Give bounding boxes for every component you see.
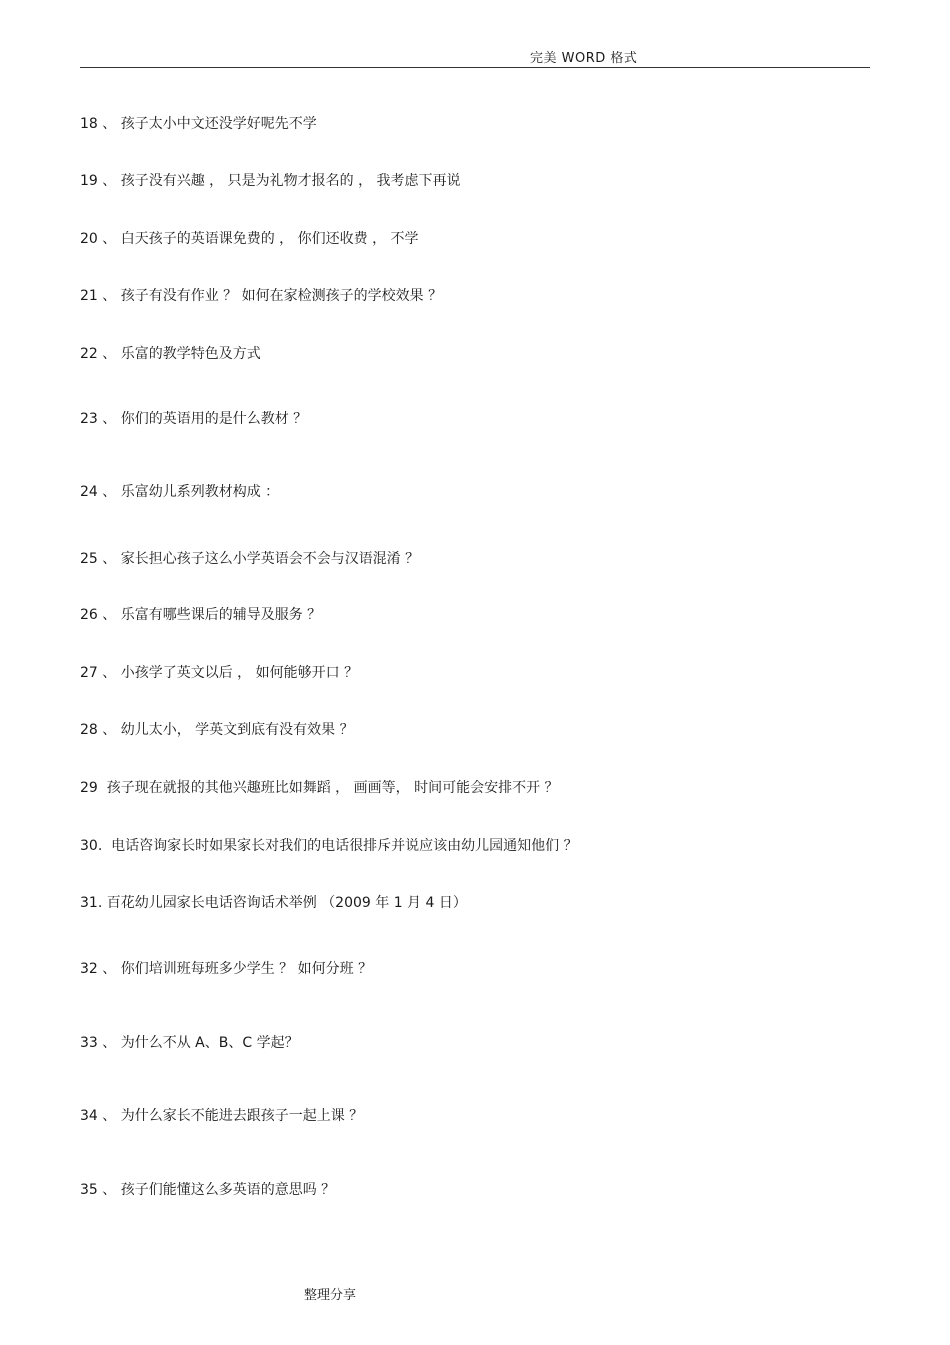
- question-item-30: 30. 电话咨询家长时如果家长对我们的电话很排斥并说应该由幼儿园通知他们 ？: [80, 838, 578, 854]
- question-item-22: 22 、 乐富的教学特色及方式: [80, 346, 261, 362]
- question-item-32: 32 、 你们培训班每班多少学生 ？ 如何分班 ？: [80, 961, 373, 977]
- question-item-35: 35 、 孩子们能懂这么多英语的意思吗 ？: [80, 1182, 336, 1198]
- question-item-34: 34 、 为什么家长不能进去跟孩子一起上课 ？: [80, 1108, 364, 1124]
- question-item-25: 25 、 家长担心孩子这么小学英语会不会与汉语混淆 ？: [80, 551, 420, 567]
- question-item-27: 27 、 小孩学了英文以后 ， 如何能够开口 ？: [80, 665, 359, 681]
- question-item-19: 19 、 孩子没有兴趣 ， 只是为礼物才报名的 ， 我考虑下再说: [80, 173, 461, 189]
- question-item-26: 26 、 乐富有哪些课后的辅导及服务 ？: [80, 607, 322, 623]
- question-item-24: 24 、 乐富幼儿系列教材构成 ：: [80, 484, 280, 500]
- header-divider: [80, 67, 870, 68]
- page-footer: 整理分享: [304, 1288, 357, 1303]
- question-item-21: 21 、 孩子有没有作业 ？ 如何在家检测孩子的学校效果 ？: [80, 288, 443, 304]
- question-item-31: 31. 百花幼儿园家长电话咨询话术举例 （2009 年 1 月 4 日）: [80, 895, 467, 911]
- question-item-29: 29 孩子现在就报的其他兴趣班比如舞蹈 ， 画画等， 时间可能会安排不开 ？: [80, 780, 559, 796]
- question-item-23: 23 、 你们的英语用的是什么教材 ？: [80, 411, 308, 427]
- question-item-20: 20 、 白天孩子的英语课免费的 ， 你们还收费 ， 不学: [80, 231, 419, 247]
- header-title: 完美 WORD 格式: [530, 51, 638, 66]
- question-item-18: 18 、 孩子太小中文还没学好呢先不学: [80, 116, 317, 132]
- question-item-33: 33 、 为什么不从 A、B、C 学起？: [80, 1035, 299, 1051]
- question-item-28: 28 、 幼儿太小， 学英文到底有没有效果 ？: [80, 722, 354, 738]
